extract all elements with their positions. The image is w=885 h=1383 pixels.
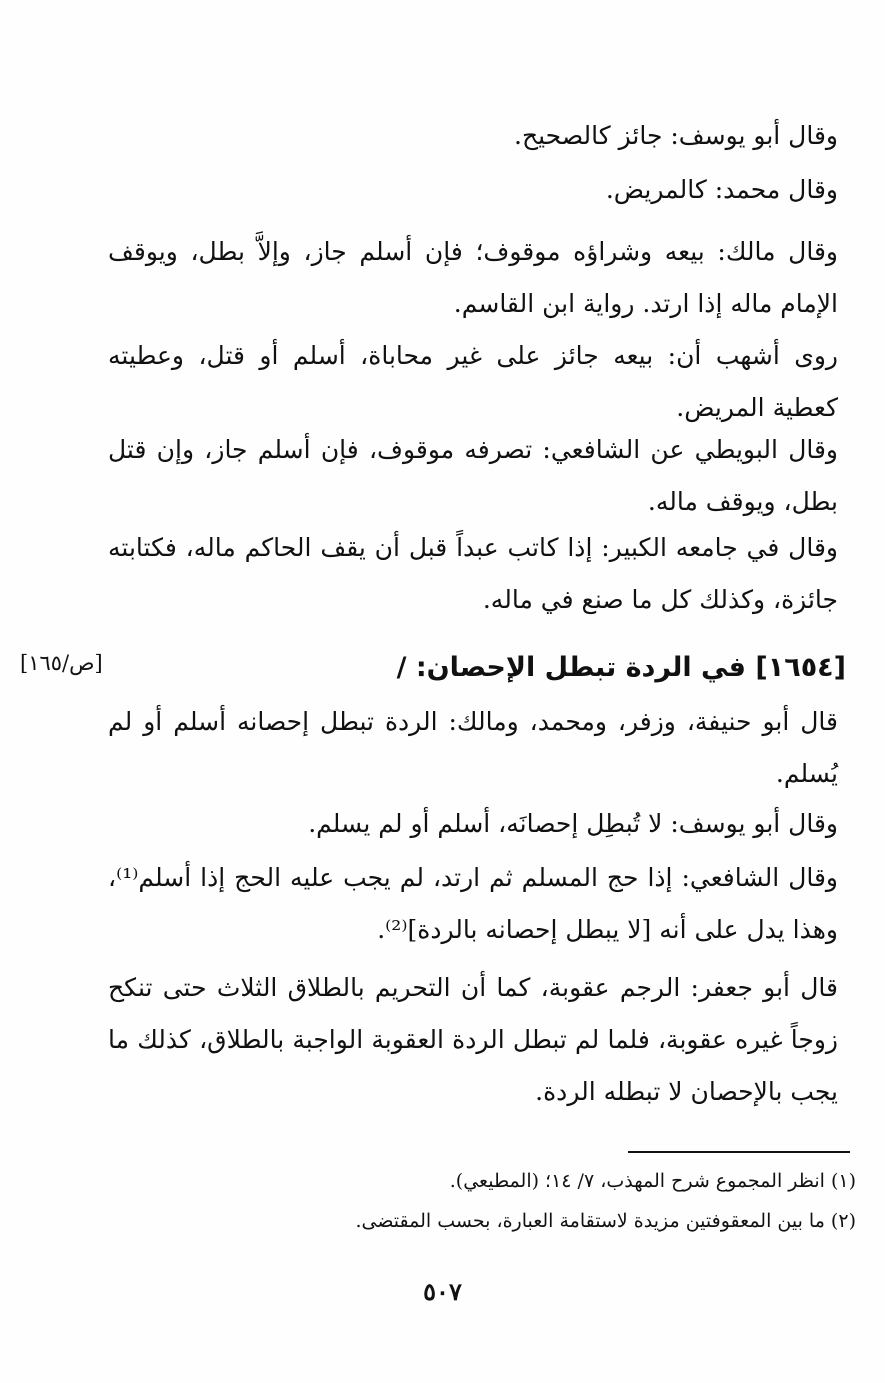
section-heading: [١٦٥٤] في الردة تبطل الإحصان: /	[396, 652, 846, 683]
paragraph-malik: وقال مالك: بيعه وشراؤه موقوف؛ فإن أسلم جاز، وإلاَّ بطل، ويوقف الإمام ماله إذا ارتد. رواية ابن القاسم.	[108, 237, 838, 318]
paragraph-muhammad-1: وقال محمد: كالمريض.	[605, 175, 838, 204]
paragraph-buwayti: وقال البويطي عن الشافعي: تصرفه موقوف، فإن أسلم جاز، وإن قتل بطل، ويوقف ماله.	[108, 435, 838, 516]
section-heading-row	[20, 642, 846, 694]
paragraph-abu-yusuf-2: وقال أبو يوسف: لا تُبطِل إحصانَه، أسلم أو لم يسلم.	[308, 809, 838, 838]
paragraph-jami-kabir: وقال في جامعه الكبير: إذا كاتب عبداً قبل أن يقف الحاكم ماله، فكتابته جائزة، وكذلك كل ما صنع في ماله.	[108, 533, 838, 614]
paragraph-abu-jafar: قال أبو جعفر: الرجم عقوبة، كما أن التحريم بالطلاق الثلاث حتى تنكح زوجاً غيره عقوبة، فلما لم تبطل الردة العقوبة الواجبة بالطلاق، كذلك ما يجب بالإحصان لا تبطله الردة.	[108, 973, 838, 1106]
paragraph-ashhab: روى أشهب أن: بيعه جائز على غير محاباة، أسلم أو قتل، وعطيته كعطية المريض.	[108, 341, 838, 422]
page-number: ٥٠٧	[423, 1277, 462, 1306]
paragraph-shafii: وقال الشافعي: إذا حج المسلم ثم ارتد، لم يجب عليه الحج إذا أسلم⁽¹⁾، وهذا يدل على أنه [لا يبطل إحصانه بالردة]⁽²⁾.	[108, 863, 838, 944]
footnote-2: (٢) ما بين المعقوفتين مزيدة لاستقامة العبارة، بحسب المقتضى.	[355, 1210, 856, 1232]
footnote-1: (١) انظر المجموع شرح المهذب، ٧/ ١٤؛ (المطيعي).	[449, 1170, 856, 1192]
paragraph-abu-yusuf-1: وقال أبو يوسف: جائز كالصحيح.	[514, 121, 838, 150]
paragraph-abu-hanifa: قال أبو حنيفة، وزفر، ومحمد، ومالك: الردة تبطل إحصانه أسلم أو لم يُسلم.	[108, 707, 838, 788]
manuscript-page-ref: [ص/١٦٥]	[20, 651, 103, 675]
footnote-divider	[628, 1151, 850, 1153]
